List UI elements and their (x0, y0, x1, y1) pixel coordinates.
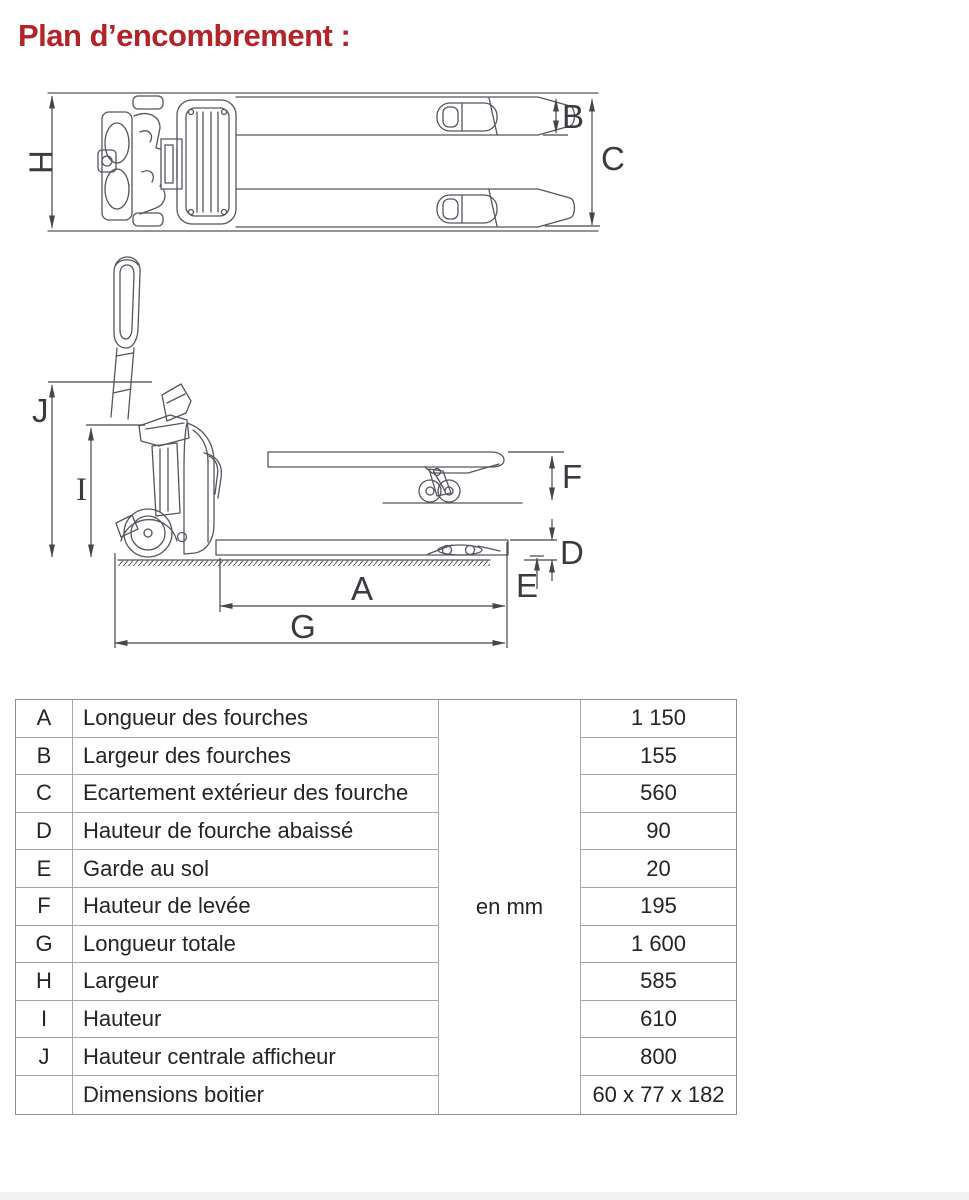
row-code: J (16, 1038, 73, 1076)
row-label: Garde au sol (73, 850, 439, 888)
pallet-truck-side-view-drawing (25, 256, 592, 658)
table-unit-cell: en mm (439, 700, 581, 1114)
row-value: 1 150 (581, 700, 736, 738)
dim-label-I: I (76, 472, 87, 508)
row-value: 560 (581, 775, 736, 813)
row-label: Ecartement extérieur des fourche (73, 775, 439, 813)
row-label: Longueur des fourches (73, 700, 439, 738)
dim-label-D: D (560, 534, 584, 571)
page-bottom-edge (0, 1192, 969, 1200)
row-code: A (16, 700, 73, 738)
dim-label-E: E (516, 567, 539, 604)
dim-label-C: C (601, 140, 625, 177)
dim-label-H: H (22, 150, 60, 174)
dim-label-B: B (562, 98, 585, 135)
page-title: Plan d’encombrement : (18, 18, 351, 53)
row-value: 155 (581, 738, 736, 776)
row-value: 800 (581, 1038, 736, 1076)
row-value: 60 x 77 x 182 (592, 1081, 725, 1107)
dimensions-table (15, 699, 737, 1115)
row-label: Largeur (73, 963, 439, 1001)
row-label: Hauteur centrale afficheur (73, 1038, 439, 1076)
row-label: Dimensions boitier (73, 1076, 439, 1114)
row-value: 90 (581, 813, 736, 851)
pallet-truck-top-view-drawing (20, 80, 632, 242)
row-code: D (16, 813, 73, 851)
row-label: Hauteur (73, 1001, 439, 1039)
row-value: 1 600 (581, 926, 736, 964)
row-code: B (16, 738, 73, 776)
row-value: 20 (581, 850, 736, 888)
row-value: 585 (581, 963, 736, 1001)
row-code: C (16, 775, 73, 813)
dim-label-A: A (350, 570, 374, 607)
row-code: F (16, 888, 73, 926)
dim-label-J: J (32, 392, 49, 429)
row-code: H (16, 963, 73, 1001)
row-code: E (16, 850, 73, 888)
row-code (16, 1076, 73, 1114)
row-value: 610 (581, 1001, 736, 1039)
row-code: G (16, 926, 73, 964)
row-label: Hauteur de fourche abaissé (73, 813, 439, 851)
row-label: Hauteur de levée (73, 888, 439, 926)
row-value: 195 (581, 888, 736, 926)
row-label: Longueur totale (73, 926, 439, 964)
dim-label-F: F (562, 458, 583, 495)
row-label: Largeur des fourches (73, 738, 439, 776)
row-code: I (16, 1001, 73, 1039)
dim-label-G: G (290, 608, 316, 645)
